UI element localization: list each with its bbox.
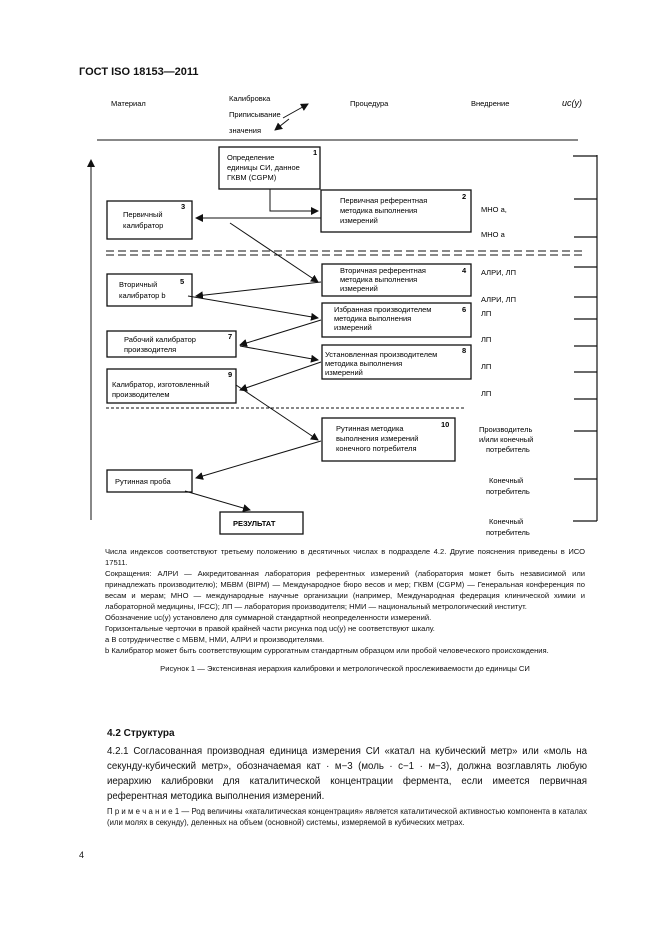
impl-enduser-1b: потребитель — [486, 487, 530, 496]
page-number: 4 — [79, 850, 85, 860]
svg-text:2: 2 — [462, 192, 467, 201]
footnote-a: a В сотрудничестве с МБВМ, НМИ, АЛРИ и производителями. — [105, 635, 325, 644]
svg-text:Вторичный: Вторичный — [119, 280, 158, 289]
col-calibration: Калибровка — [229, 94, 271, 103]
note-1: П р и м е ч а н и е 1 — Род величины «каталитическая концентрация» является каталитической активностью компонента в каталах (или молях в секунду), деленных на объем (основной) системы, измеряемой в кубических метрах. — [107, 807, 587, 827]
box-routine-sample — [107, 470, 192, 492]
note-ticks: Горизонтальные черточки в правой крайней части рисунка под uc(y) не соответствуют шкалу. — [105, 624, 435, 633]
col-assignment: Приписывание — [229, 110, 281, 119]
svg-text:РЕЗУЛЬТАТ: РЕЗУЛЬТАТ — [233, 519, 276, 528]
impl-lp-2: ЛП — [481, 335, 492, 344]
svg-text:1: 1 — [313, 148, 318, 157]
box-5-secondary-calibrator — [107, 274, 192, 306]
box-10-routine-procedure — [322, 418, 455, 461]
box-8-established-manufacturer-procedure — [322, 345, 471, 379]
note-indices: Числа индексов соответствуют третьему положению в десятичных числах в подразделе 4.2. Другие пояснения приведены в ИСО 17511. — [105, 547, 585, 567]
box-6-selected-manufacturer-procedure — [322, 303, 471, 337]
svg-text:Определение: Определение — [227, 153, 275, 162]
svg-text:Первичная референтная: Первичная референтная — [340, 196, 428, 205]
paragraph-4-2-1: 4.2.1 Согласованная производная единица измерения СИ «катал на кубический метр» или «моль на секунду-кубический метр», обозначаемая кат · м−3 (моль · с−1 · м−3), должна возглавлять любую иерархию калибровки для каталитической концентрации фермента, если имеется первичная референтная методика выполнения измерений. — [107, 746, 587, 802]
box-1-si-definition — [219, 147, 320, 189]
box-4-secondary-reference-procedure — [322, 264, 471, 296]
svg-text:измерений: измерений — [340, 216, 378, 225]
col-value: значения — [229, 126, 262, 135]
svg-text:измерений: измерений — [340, 284, 378, 293]
svg-text:производителя: производителя — [124, 345, 177, 354]
svg-text:производителем: производителем — [112, 390, 170, 399]
uncertainty-scale — [573, 155, 597, 521]
svg-text:методика выполнения: методика выполнения — [334, 314, 412, 323]
svg-text:Калибратор, изготовленный: Калибратор, изготовленный — [112, 380, 210, 389]
col-procedure: Процедура — [350, 99, 389, 108]
svg-text:Рутинная проба: Рутинная проба — [115, 477, 171, 486]
impl-mno-2: МНО a — [481, 230, 505, 239]
impl-enduser-2a: Конечный — [489, 517, 524, 526]
impl-enduser-1a: Конечный — [489, 476, 524, 485]
svg-text:9: 9 — [228, 370, 233, 379]
impl-enduser-2b: потребитель — [486, 528, 530, 537]
svg-text:калибратор b: калибратор b — [119, 291, 166, 300]
box-9-manufacturer-product-calibrator — [107, 369, 236, 403]
svg-text:Вторичная референтная: Вторичная референтная — [340, 266, 426, 275]
svg-text:единицы СИ, данное: единицы СИ, данное — [227, 163, 300, 172]
box-3-primary-calibrator — [107, 201, 192, 239]
svg-text:10: 10 — [441, 420, 450, 429]
header-arrow-right — [283, 104, 308, 118]
svg-text:методика выполнения: методика выполнения — [340, 275, 418, 284]
impl-lp-3: ЛП — [481, 362, 492, 371]
svg-text:8: 8 — [462, 346, 467, 355]
section-title: 4.2 Структура — [107, 728, 175, 739]
impl-manufacturer-3: потребитель — [486, 445, 530, 454]
svg-text:конечного потребителя: конечного потребителя — [336, 444, 417, 453]
box-2-primary-reference-procedure — [321, 190, 471, 232]
svg-text:калибратор: калибратор — [123, 221, 164, 230]
svg-text:Первичный: Первичный — [123, 210, 163, 219]
col-material: Материал — [111, 99, 146, 108]
svg-text:методика выполнения: методика выполнения — [325, 359, 403, 368]
svg-text:измерений: измерений — [325, 368, 363, 377]
impl-alri-2: АЛРИ, ЛП — [481, 295, 516, 304]
svg-text:измерений: измерений — [334, 323, 372, 332]
col-implementation: Внедрение — [471, 99, 510, 108]
impl-mno-1: МНО a, — [481, 205, 507, 214]
svg-text:5: 5 — [180, 277, 185, 286]
impl-alri-1: АЛРИ, ЛП — [481, 268, 516, 277]
note-abbreviations: Сокращения: АЛРИ — Аккредитованная лаборатория референтных измерений (лаборатория может быть независимой или принадлежать производителю); МБВМ (BIPM) — Международное бюро весов и мер; ГКВМ (CGPM) — Генеральная конференция по весам и мерам; МНО — международные научные организации (например, Международная федерация клинической химии и лабораторной медицины, IFCC); ЛП — лаборатория производителя; НМИ — национальный метрологический институт. — [105, 569, 585, 611]
svg-text:7: 7 — [228, 332, 233, 341]
box-7-working-calibrator — [107, 331, 236, 357]
svg-text:6: 6 — [462, 305, 467, 314]
impl-lp-4: ЛП — [481, 389, 492, 398]
col-uncertainty: uc(y) — [562, 98, 582, 108]
svg-text:ГКВМ (CGPM): ГКВМ (CGPM) — [227, 173, 277, 182]
note-uc: Обозначение uc(y) установлено для суммарной стандартной неопределенности измерений. — [105, 613, 432, 622]
footnote-b: b Калибратор может быть соответствующим суррогатным стандартным образцом или пробой человеческого происхождения. — [105, 646, 549, 655]
svg-text:выполнения измерений: выполнения измерений — [336, 434, 419, 443]
svg-text:Избранная производителем: Избранная производителем — [334, 305, 432, 314]
figure-caption: Рисунок 1 — Экстенсивная иерархия калибровки и метрологической прослеживаемости до единицы СИ — [160, 664, 530, 673]
impl-manufacturer-2: и/или конечный — [479, 435, 534, 444]
svg-text:Установленная производителем: Установленная производителем — [325, 350, 438, 359]
svg-text:Рутинная методика: Рутинная методика — [336, 424, 404, 433]
box-result — [220, 512, 303, 534]
svg-text:Рабочий калибратор: Рабочий калибратор — [124, 335, 196, 344]
document-header: ГОСТ ISO 18153—2011 — [79, 66, 199, 78]
figure-notes — [105, 546, 585, 674]
svg-text:3: 3 — [181, 202, 186, 211]
header-arrow-left — [275, 119, 289, 130]
impl-manufacturer-1: Производитель — [479, 425, 533, 434]
svg-text:4: 4 — [462, 266, 467, 275]
svg-text:методика выполнения: методика выполнения — [340, 206, 418, 215]
impl-lp-1: ЛП — [481, 309, 492, 318]
